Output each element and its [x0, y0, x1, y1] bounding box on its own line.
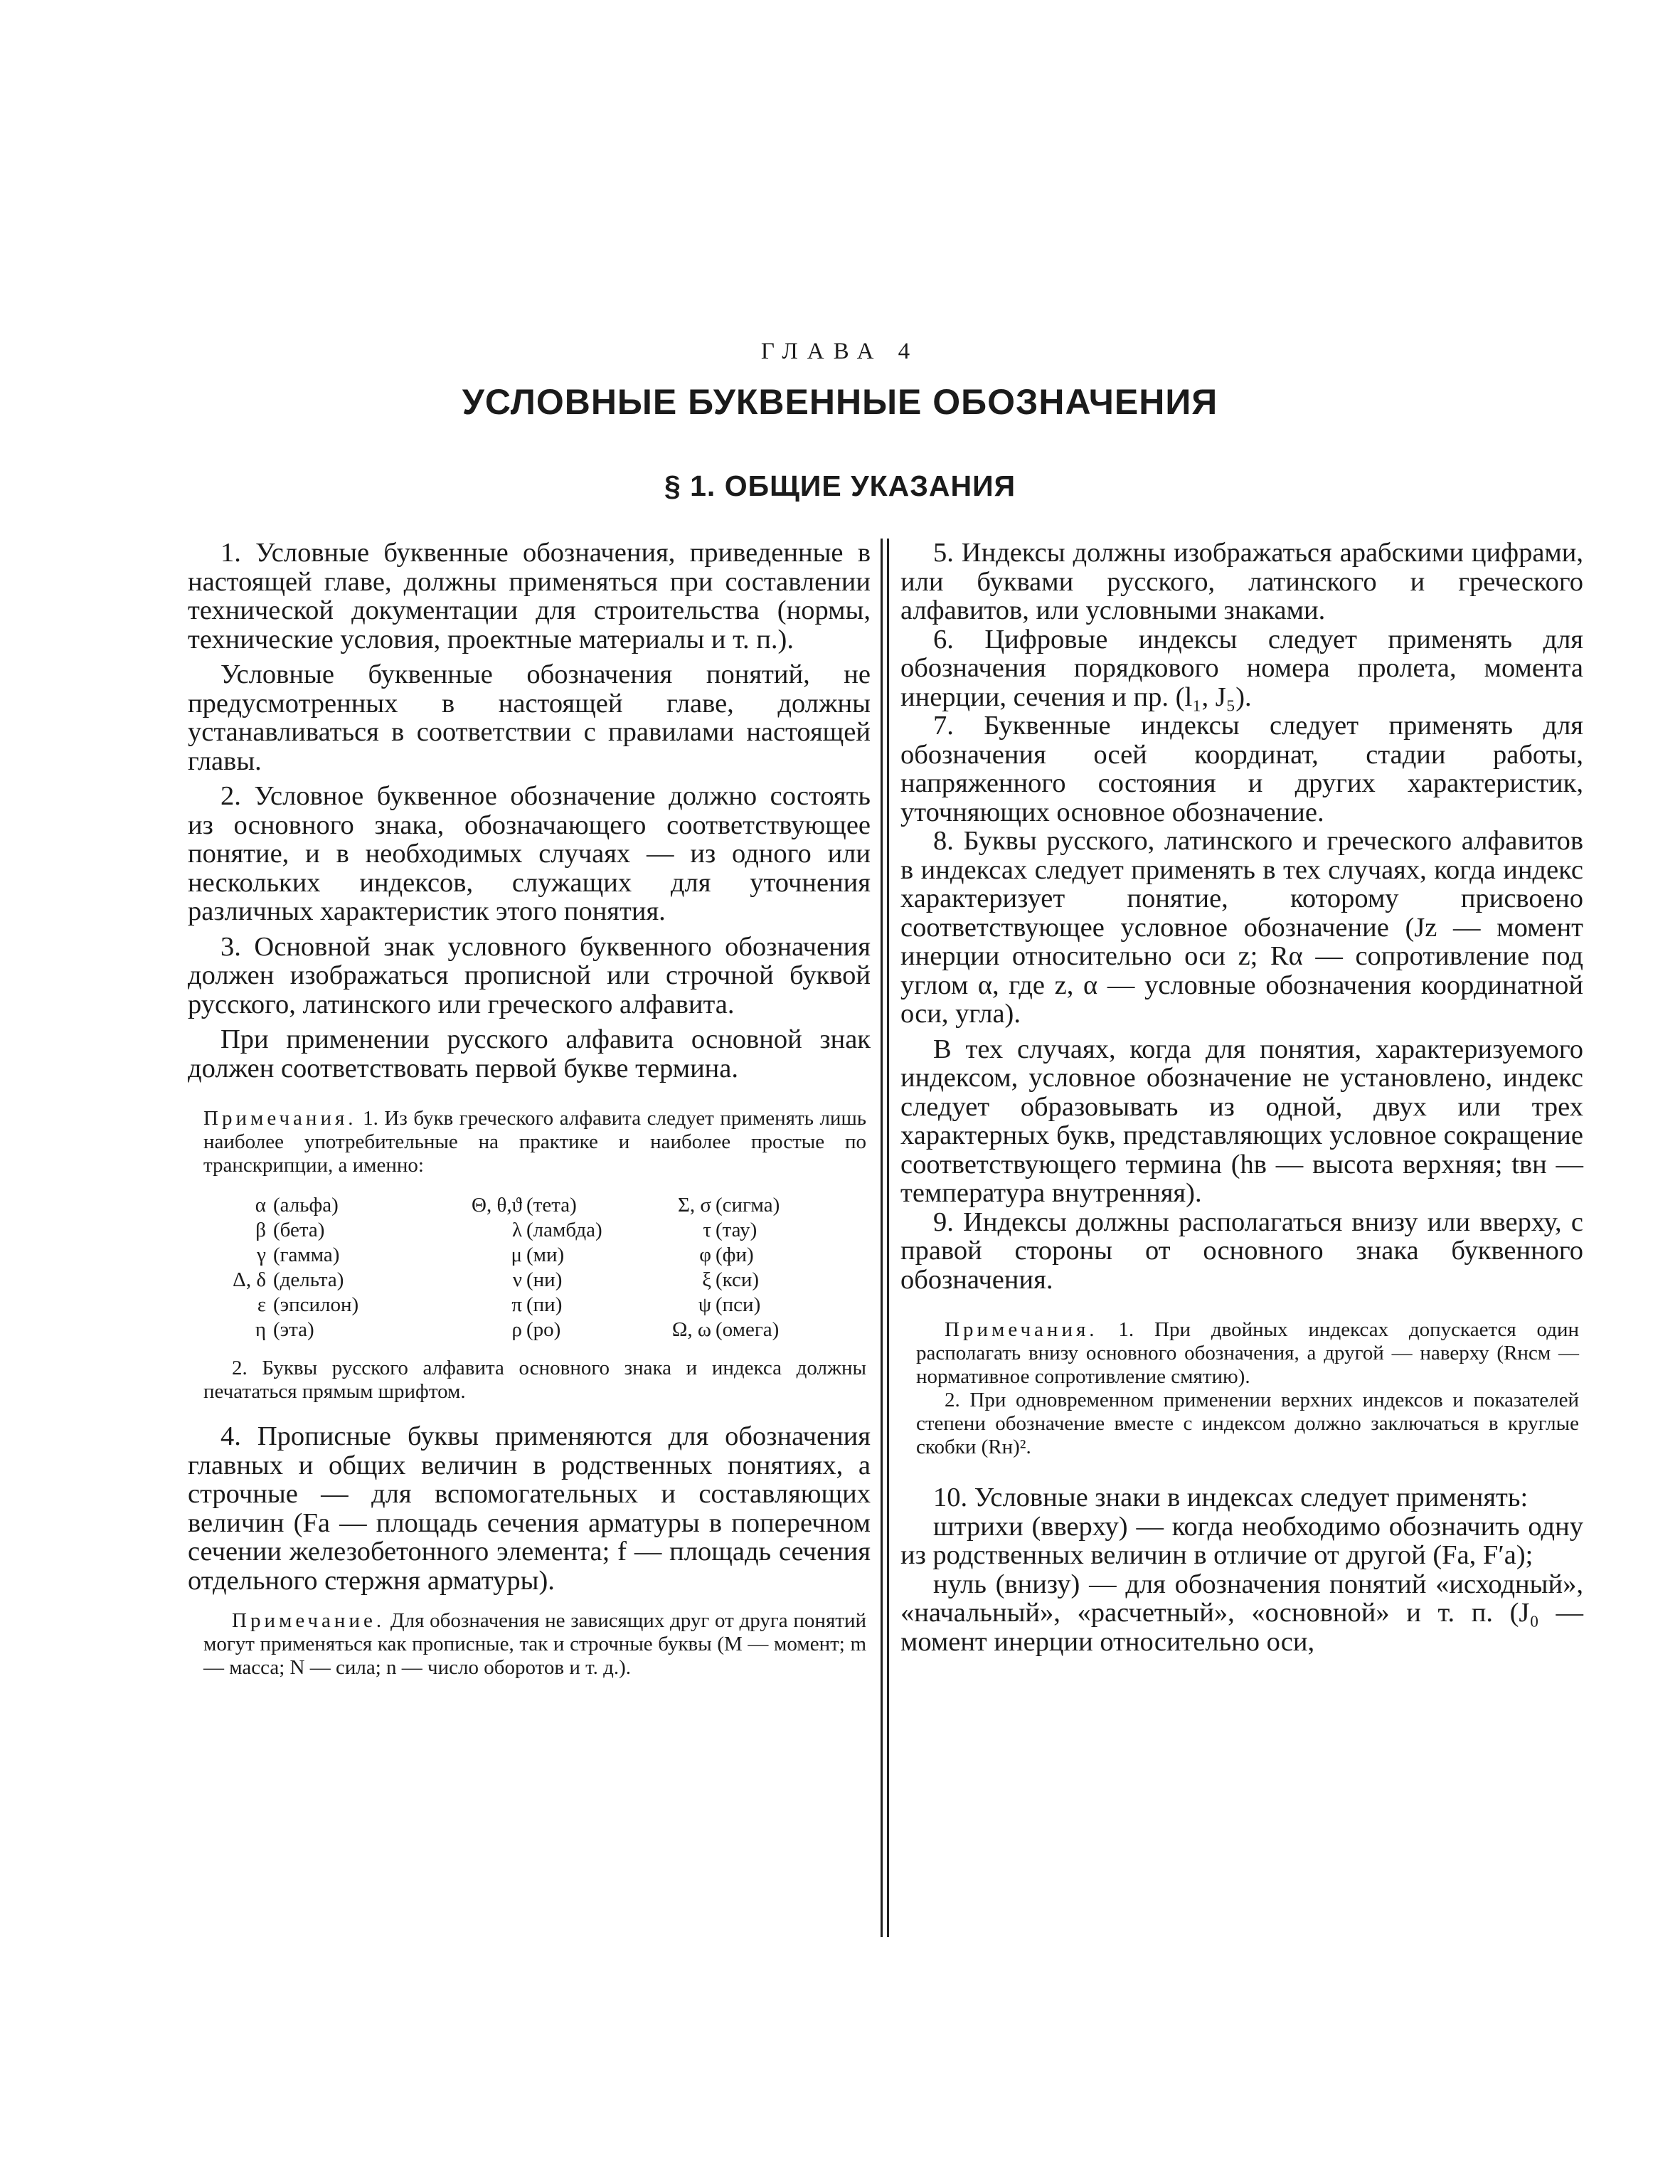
paragraph-10a: штрихи (вверху) — когда необходимо обозначить одну из родственных величин в отличие от другой (Fa, F′a); [900, 1511, 1583, 1570]
greek-symbol: τ [703, 1219, 711, 1241]
greek-symbol: η [255, 1318, 266, 1341]
greek-name: (сигма) [716, 1194, 780, 1216]
greek-row [229, 1218, 819, 1243]
right-column [900, 539, 1583, 1656]
section-title: § 1. ОБЩИЕ УКАЗАНИЯ [664, 470, 1016, 502]
greek-symbol: μ [511, 1244, 522, 1266]
left-column [188, 539, 871, 1680]
greek-symbol: ε [257, 1293, 266, 1316]
paragraph-10: 10. Условные знаки в индексах следует применять: [933, 1483, 1529, 1512]
greek-symbol: π [511, 1293, 522, 1316]
greek-row [229, 1293, 819, 1318]
note-exponents: 2. При одновременном применении верхних индексов и показателей степени обозначение вместе с индексом должно заключаться в круглые скобки (Rн)². [916, 1389, 1579, 1458]
column-divider [887, 539, 889, 1937]
greek-name: (омега) [716, 1318, 780, 1341]
note-label: Примечание. [232, 1609, 386, 1632]
paragraph-1: 1. Условные буквенные обозначения, приведенные в настоящей главе, должны применяться при составлении технической документации для строительства (нормы, технические условия, проектные материалы и т. п.). [188, 538, 871, 654]
greek-symbol: γ [257, 1244, 266, 1266]
chapter-number: ГЛАВА 4 [760, 339, 920, 364]
greek-symbol: ξ [702, 1268, 711, 1291]
paragraph-9: 9. Индексы должны располагаться внизу или вверху, с правой стороны от основного знака буквенного обозначения. [900, 1207, 1583, 1295]
paragraph-8: 8. Буквы русского, латинского и греческого алфавитов в индексах следует применять в тех случаях, когда индекс характеризует понятие, которому присвоено соответствующее условное обозначение (Jz — момент инерции относительно оси z; Rα — сопротивление под углом α, где z, α — условные обозначения координатной оси, угла). [900, 826, 1583, 1029]
greek-name: (ни) [526, 1268, 563, 1291]
note-russian-letters: 2. Буквы русского алфавита основного знака и индекса должны печататься прямым шрифтом. [203, 1357, 866, 1403]
paragraph-5: 5. Индексы должны изображаться арабскими цифрами, или буквами русского, латинского и греческого алфавитов, или условными знаками. [900, 538, 1583, 625]
greek-symbol: λ [511, 1219, 522, 1241]
greek-name: (ламбда) [526, 1219, 602, 1241]
greek-name: (пси) [716, 1293, 761, 1316]
paragraph-4: 4. Прописные буквы применяются для обозначения главных и общих величин в родственных понятиях, а строчные — для вспомогательных и составляющих величин (Fa — площадь сечения арматуры в поперечном сечении железобетонного элемента; f — площадь сечения отдельного стержня арматуры). [188, 1421, 871, 1596]
column-divider [881, 539, 883, 1937]
paragraph-6: 6. Цифровые индексы следует применять для обозначения порядкового номера пролета, момента инерции, сечения и пр. (l₁, J₅). [900, 624, 1583, 712]
paragraph-1b: Условные буквенные обозначения понятий, не предусмотренных в настоящей главе, должны устанавливаться в соответствии с правилами настоящей главы. [188, 659, 871, 776]
greek-row [229, 1243, 819, 1268]
greek-name: (кси) [716, 1268, 760, 1291]
paragraph-2: 2. Условное буквенное обозначение должно состоять из основного знака, обозначающего соответствующее понятие, и в необходимых случаях — из одного или нескольких индексов, служащих для уточнения различных характеристик этого понятия. [188, 781, 871, 926]
greek-symbol: ν [512, 1268, 522, 1291]
greek-row [229, 1193, 819, 1218]
note-independent-concepts [203, 1609, 866, 1680]
paragraph-10b: нуль (внизу) — для обозначения понятий «исходный», «начальный», «расчетный», «основной» и т. п. (J₀ — момент инерции относительно оси, [900, 1569, 1583, 1657]
greek-name: (эта) [273, 1318, 314, 1341]
greek-row [229, 1268, 819, 1293]
greek-row [229, 1318, 819, 1342]
greek-symbol: Θ, θ,ϑ [472, 1194, 522, 1216]
greek-letters-table [229, 1193, 819, 1342]
greek-name: (альфа) [273, 1194, 339, 1216]
greek-name: (пи) [526, 1293, 563, 1316]
paragraph-3b: При применении русского алфавита основной знак должен соответствовать первой букве термина. [188, 1024, 871, 1083]
note-label: Примечания. [203, 1107, 357, 1130]
greek-symbol: ρ [511, 1318, 522, 1341]
greek-symbol: Σ, σ [677, 1194, 711, 1216]
greek-symbol: Ω, ω [671, 1318, 711, 1341]
paragraph-3: 3. Основной знак условного буквенного обозначения должен изображаться прописной или строчной буквой русского, латинского или греческого алфавита. [188, 931, 871, 1019]
paragraph-8b: В тех случаях, когда для понятия, характеризуемого индексом, условное обозначение не установлено, индекс следует образовывать из одной, двух или трех характерных букв, представляющих условное сокращение соответствующего термина (hв — высота верхняя; tвн — температура внутренняя). [900, 1034, 1583, 1208]
note-label: Примечания. [945, 1318, 1098, 1341]
greek-symbol: ψ [698, 1293, 711, 1316]
greek-name: (тета) [526, 1194, 577, 1216]
greek-name: (гамма) [273, 1244, 340, 1266]
chapter-title: УСЛОВНЫЕ БУКВЕННЫЕ ОБОЗНАЧЕНИЯ [462, 382, 1218, 422]
note-greek-alphabet [203, 1107, 866, 1177]
note-text: 1. Из букв греческого алфавита следует применять лишь наиболее употребительные на практике и наиболее простые по транскрипции, а именно: [203, 1107, 866, 1177]
greek-name: (бета) [273, 1219, 325, 1241]
greek-name: (дельта) [273, 1268, 344, 1291]
greek-name: (ми) [526, 1244, 565, 1266]
note-text: 1. При двойных индексах допускается один располагать внизу основного обозначения, а другой — наверху (Rнсм — нормативное сопротивление смятию). [916, 1318, 1579, 1388]
greek-name: (тау) [716, 1219, 757, 1241]
greek-symbol: Δ, δ [233, 1268, 266, 1291]
greek-symbol: α [255, 1194, 266, 1216]
note-double-indices [916, 1318, 1579, 1389]
greek-symbol: β [255, 1219, 266, 1241]
greek-name: (эпсилон) [273, 1293, 359, 1316]
greek-symbol: φ [699, 1244, 711, 1266]
greek-name: (ро) [526, 1318, 561, 1341]
paragraph-7: 7. Буквенные индексы следует применять для обозначения осей координат, стадии работы, напряженного состояния и других характеристик, уточняющих основное обозначение. [900, 711, 1583, 827]
greek-name: (фи) [716, 1244, 754, 1266]
note-text: Для обозначения не зависящих друг от друга понятий могут применяться как прописные, так и строчные буквы (М — момент; m — масса; N — сила; n — число оборотов и т. д.). [203, 1609, 866, 1679]
